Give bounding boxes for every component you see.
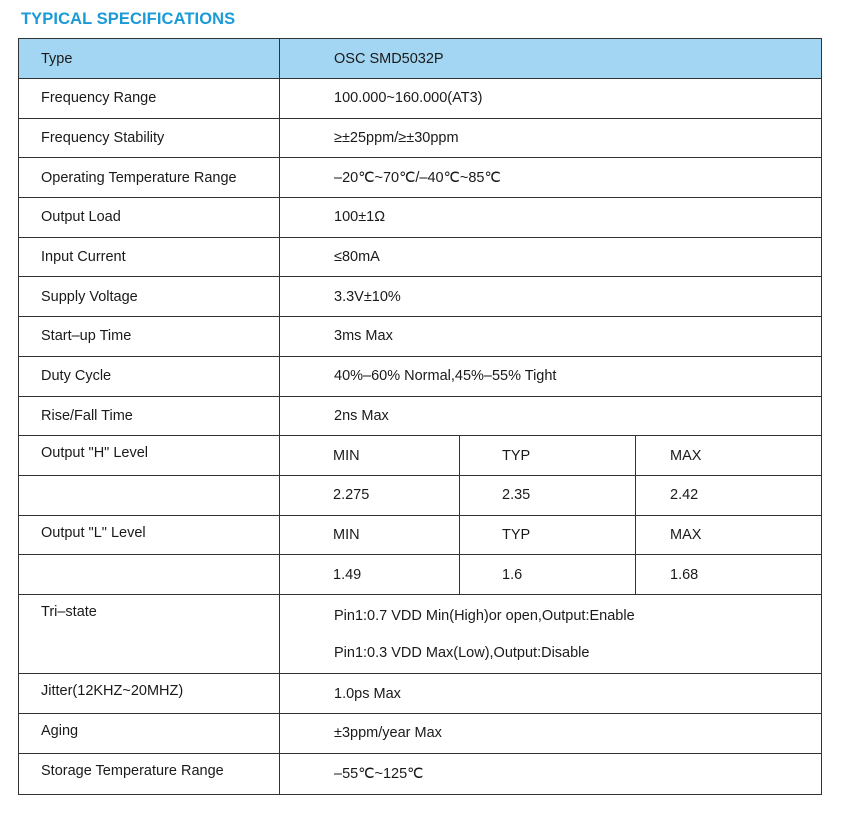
output-h-level-header-row [19, 436, 821, 476]
table-row [19, 754, 821, 794]
min-value: 1.49 [280, 555, 460, 594]
tristate-row [19, 595, 821, 675]
row-label: Operating Temperature Range [19, 158, 280, 197]
tristate-label: Tri–state [19, 595, 280, 674]
header-value: OSC SMD5032P [334, 50, 444, 67]
row-label: Input Current [19, 238, 280, 277]
tristate-line-1: Pin1:0.7 VDD Min(High)or open,Output:Enable [334, 607, 635, 624]
empty-label-cell [19, 555, 280, 594]
row-label: Start–up Time [19, 317, 280, 356]
page-title: TYPICAL SPECIFICATIONS [21, 10, 236, 28]
row-label: Rise/Fall Time [19, 397, 280, 436]
table-row [19, 158, 821, 198]
output-l-level-label: Output "L" Level [19, 516, 280, 555]
row-value: 2ns Max [334, 407, 389, 424]
max-value: 1.68 [670, 566, 699, 583]
table-row [19, 119, 821, 159]
output-h-level-label: Output "H" Level [19, 436, 280, 475]
table-header-row [19, 39, 821, 79]
table-row [19, 238, 821, 278]
typ-value: 1.6 [460, 555, 636, 594]
row-label: Output Load [19, 198, 280, 237]
row-label: Aging [19, 714, 280, 753]
output-l-level-header-row [19, 516, 821, 556]
row-value: 40%–60% Normal,45%–55% Tight [334, 368, 557, 385]
row-label: Frequency Stability [19, 119, 280, 158]
row-value: ±3ppm/year Max [334, 725, 442, 742]
max-value: 2.42 [670, 487, 699, 504]
table-row [19, 357, 821, 397]
row-value: 100±1Ω [334, 209, 386, 226]
empty-label-cell [19, 476, 280, 515]
table-row [19, 674, 821, 714]
row-value: ≥±25ppm/≥±30ppm [334, 130, 459, 147]
spec-table [18, 38, 822, 795]
row-value: ≤80mA [334, 249, 380, 266]
table-row [19, 714, 821, 754]
table-row [19, 397, 821, 437]
row-label: Frequency Range [19, 79, 280, 118]
min-label: MIN [280, 436, 460, 475]
row-label: Supply Voltage [19, 277, 280, 316]
output-h-level-values-row [19, 476, 821, 516]
typ-label: TYP [460, 516, 636, 555]
row-value: 1.0ps Max [334, 685, 401, 702]
min-label: MIN [280, 516, 460, 555]
max-label: MAX [670, 526, 702, 543]
table-row [19, 79, 821, 119]
row-value: 3ms Max [334, 328, 393, 345]
row-value: –20℃~70℃/–40℃~85℃ [334, 169, 501, 186]
typ-value: 2.35 [460, 476, 636, 515]
row-value: 3.3V±10% [334, 288, 401, 305]
max-label: MAX [670, 447, 702, 464]
row-label: Storage Temperature Range [19, 754, 280, 794]
header-label: Type [19, 39, 280, 78]
table-row [19, 198, 821, 238]
row-label: Jitter(12KHZ~20MHZ) [19, 674, 280, 713]
row-value: 100.000~160.000(AT3) [334, 90, 483, 107]
min-value: 2.275 [280, 476, 460, 515]
row-value: –55℃~125℃ [334, 765, 424, 782]
table-row [19, 317, 821, 357]
table-row [19, 277, 821, 317]
tristate-line-2: Pin1:0.3 VDD Max(Low),Output:Disable [334, 644, 590, 661]
row-label: Duty Cycle [19, 357, 280, 396]
output-l-level-values-row [19, 555, 821, 595]
typ-label: TYP [460, 436, 636, 475]
